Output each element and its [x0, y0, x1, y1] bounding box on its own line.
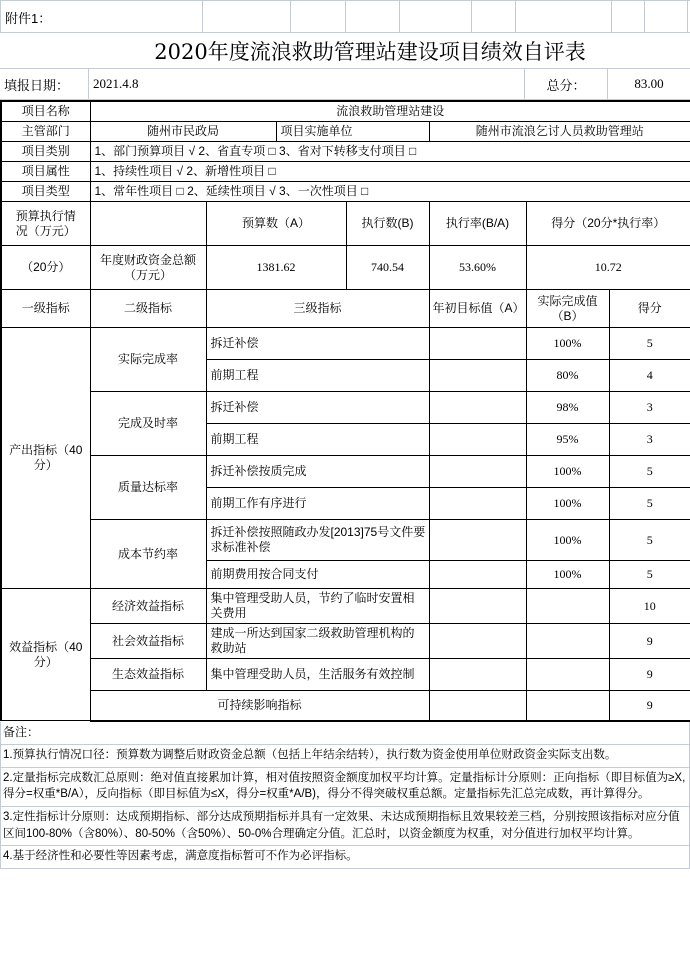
type-label: 项目类型: [1, 182, 90, 202]
actual-value: 100%: [526, 488, 609, 520]
target-value: [429, 360, 526, 392]
col-header-score: 得分（20分*执行率）: [526, 202, 690, 246]
target-value: [429, 424, 526, 456]
table-row: [1, 589, 690, 624]
table-row: [1, 520, 690, 561]
header-level2: 二级指标: [90, 290, 206, 328]
score-value: 9: [609, 624, 690, 659]
budget-item-label: 年度财政资金总额（万元）: [90, 246, 206, 290]
level3-label: 集中管理受助人员，节约了临时安置相关费用: [206, 589, 429, 624]
score-value: 4: [609, 360, 690, 392]
level3-label: 拆迁补偿按照随政办发[2013]75号文件要求标准补偿: [206, 520, 429, 561]
table-row-budget-header: [1, 202, 690, 246]
target-value: [429, 392, 526, 424]
actual-value: 80%: [526, 360, 609, 392]
actual-value: 100%: [526, 456, 609, 488]
actual-value: 100%: [526, 561, 609, 589]
attachment-label: 附件1：: [5, 11, 52, 26]
assessment-table: [0, 100, 690, 722]
level3-label: 前期费用按合同支付: [206, 561, 429, 589]
note-item: 4.基于经济性和必要性等因素考虑，满意度指标暂可不作为必评指标。: [0, 846, 690, 869]
dept-label: 主管部门: [1, 122, 90, 142]
target-value: [429, 659, 526, 691]
header-score: 得分: [609, 290, 690, 328]
level2-label: 实际完成率: [90, 328, 206, 392]
level2-label: 社会效益指标: [90, 624, 206, 659]
attribute-label: 项目属性: [1, 162, 90, 182]
report-date-value: 2021.4.8: [89, 69, 525, 99]
level3-label: 集中管理受助人员，生活服务有效控制: [206, 659, 429, 691]
level2-label: 完成及时率: [90, 392, 206, 456]
target-value: [429, 691, 526, 721]
table-row: [1, 328, 690, 360]
budget-section-label: [1, 202, 90, 246]
header-actual: 实际完成值（B）: [526, 290, 609, 328]
notes-heading: 备注：: [0, 722, 690, 745]
execution-rate-value: 53.60%: [429, 246, 526, 290]
actual-value: 100%: [526, 520, 609, 561]
grid-cell: [400, 1, 472, 32]
header-target: 年初目标值（A）: [429, 290, 526, 328]
executed-amount-value: 740.54: [346, 246, 429, 290]
target-value: [429, 328, 526, 360]
project-name-label: 项目名称: [1, 101, 90, 122]
level3-label: 前期工程: [206, 360, 429, 392]
grid-cell: [516, 1, 612, 32]
table-row-type: [1, 182, 690, 202]
total-score-label: 总分：: [525, 69, 608, 99]
level1-benefit-indicator: 效益指标（40分）: [1, 589, 90, 721]
budget-blank-cell: [90, 202, 206, 246]
report-date-label: 填报日期：: [0, 69, 89, 99]
target-value: [429, 624, 526, 659]
impl-unit-label: 项目实施单位: [276, 122, 429, 142]
grid-cell: [612, 1, 645, 32]
level3-label: 拆迁补偿: [206, 392, 429, 424]
level3-label: 拆迁补偿: [206, 328, 429, 360]
header-level1: 一级指标: [1, 290, 90, 328]
actual-value: 98%: [526, 392, 609, 424]
actual-value: [526, 589, 609, 624]
actual-value: [526, 691, 609, 721]
level3-label: 建成一所达到国家二级救助管理机构的救助站: [206, 624, 429, 659]
actual-value: 100%: [526, 328, 609, 360]
spreadsheet-grid-strip: [0, 0, 690, 33]
score-value: 5: [609, 561, 690, 589]
grid-cell: [346, 1, 400, 32]
budget-amount-value: 1381.62: [206, 246, 346, 290]
table-row-indicator-header: [1, 290, 690, 328]
score-value: 5: [609, 456, 690, 488]
col-header-executed: 执行数(B): [346, 202, 429, 246]
type-options[interactable]: 1、常年性项目 □ 2、延续性项目 √ 3、一次性项目 □: [90, 182, 690, 202]
grid-cell: [472, 1, 516, 32]
report-meta-row: [0, 69, 690, 100]
score-value: 3: [609, 424, 690, 456]
target-value: [429, 589, 526, 624]
col-header-rate: 执行率(B/A): [429, 202, 526, 246]
score-value: 5: [609, 488, 690, 520]
table-row-dept: [1, 122, 690, 142]
table-row: [1, 691, 690, 721]
actual-value: [526, 659, 609, 691]
note-item: 2.定量指标完成数汇总原则：绝对值直接累加计算，相对值按照资金额度加权平均计算。定量指标计分原则：正向指标（即目标值为≥X,得分=权重*B/A），反向指标（即目标值为≤X，得分=权重*A/B)，得分不得突破权重总额。定量指标先汇总完成数，再计算得分。: [0, 768, 690, 807]
budget-score-value: 10.72: [526, 246, 690, 290]
level2-label: 成本节约率: [90, 520, 206, 589]
total-score-value: 83.00: [634, 76, 664, 91]
budget-section-label-line2: 况（万元）: [15, 223, 76, 238]
level1-output-indicator: 产出指标（40分）: [1, 328, 90, 589]
budget-section-score-label: （20分）: [1, 246, 90, 290]
table-row-project-name: [1, 101, 690, 122]
target-value: [429, 456, 526, 488]
table-row: [1, 624, 690, 659]
table-row-category: [1, 142, 690, 162]
table-row: [1, 392, 690, 424]
score-value: 9: [609, 691, 690, 721]
category-options[interactable]: 1、部门预算项目 √ 2、省直专项 □ 3、省对下转移支付项目 □: [90, 142, 690, 162]
target-value: [429, 488, 526, 520]
note-item: 1.预算执行情况口径：预算数为调整后财政资金总额（包括上年结余结转），执行数为资金使用单位财政资金实际支出数。: [0, 745, 690, 768]
header-level3: 三级指标: [206, 290, 429, 328]
target-value: [429, 561, 526, 589]
actual-value: 95%: [526, 424, 609, 456]
level2-label: 可持续影响指标: [90, 691, 429, 721]
attribute-options[interactable]: 1、持续性项目 √ 2、新增性项目 □: [90, 162, 690, 182]
page-title: 2020年度流浪救助管理站建设项目绩效自评表: [154, 39, 586, 64]
category-label: 项目类别: [1, 142, 90, 162]
grid-cell: [291, 1, 346, 32]
title-row: [0, 33, 690, 69]
table-row-budget-data: [1, 246, 690, 290]
grid-cell: [203, 1, 291, 32]
level3-label: 拆迁补偿按质完成: [206, 456, 429, 488]
level2-label: 生态效益指标: [90, 659, 206, 691]
table-row: [1, 659, 690, 691]
level2-label: 经济效益指标: [90, 589, 206, 624]
cell-attachment: [0, 1, 203, 32]
table-row: [1, 456, 690, 488]
project-name-value: 流浪救助管理站建设: [90, 101, 690, 122]
score-value: 10: [609, 589, 690, 624]
note-item: 3.定性指标计分原则：达成预期指标、部分达成预期指标并具有一定效果、未达成预期指标且效果较差三档，分别按照该指标对应分值区间100-80%（含80%）、80-50%（含50%）、50-0%合理确定分值。汇总时，以资金额度为权重，对分值进行加权平均计算。: [0, 807, 690, 846]
table-row-attribute: [1, 162, 690, 182]
score-value: 5: [609, 328, 690, 360]
impl-unit-value: 随州市流浪乞讨人员救助管理站: [429, 122, 690, 142]
score-value: 5: [609, 520, 690, 561]
col-header-budget: 预算数（A）: [206, 202, 346, 246]
level2-label: 质量达标率: [90, 456, 206, 520]
target-value: [429, 520, 526, 561]
level3-label: 前期工程: [206, 424, 429, 456]
notes-section: [0, 722, 690, 869]
score-value: 9: [609, 659, 690, 691]
dept-value: 随州市民政局: [90, 122, 276, 142]
level3-label: 前期工作有序进行: [206, 488, 429, 520]
budget-section-label-line1: 预算执行情: [15, 208, 76, 223]
actual-value: [526, 624, 609, 659]
grid-cell: [645, 1, 688, 32]
score-value: 3: [609, 392, 690, 424]
